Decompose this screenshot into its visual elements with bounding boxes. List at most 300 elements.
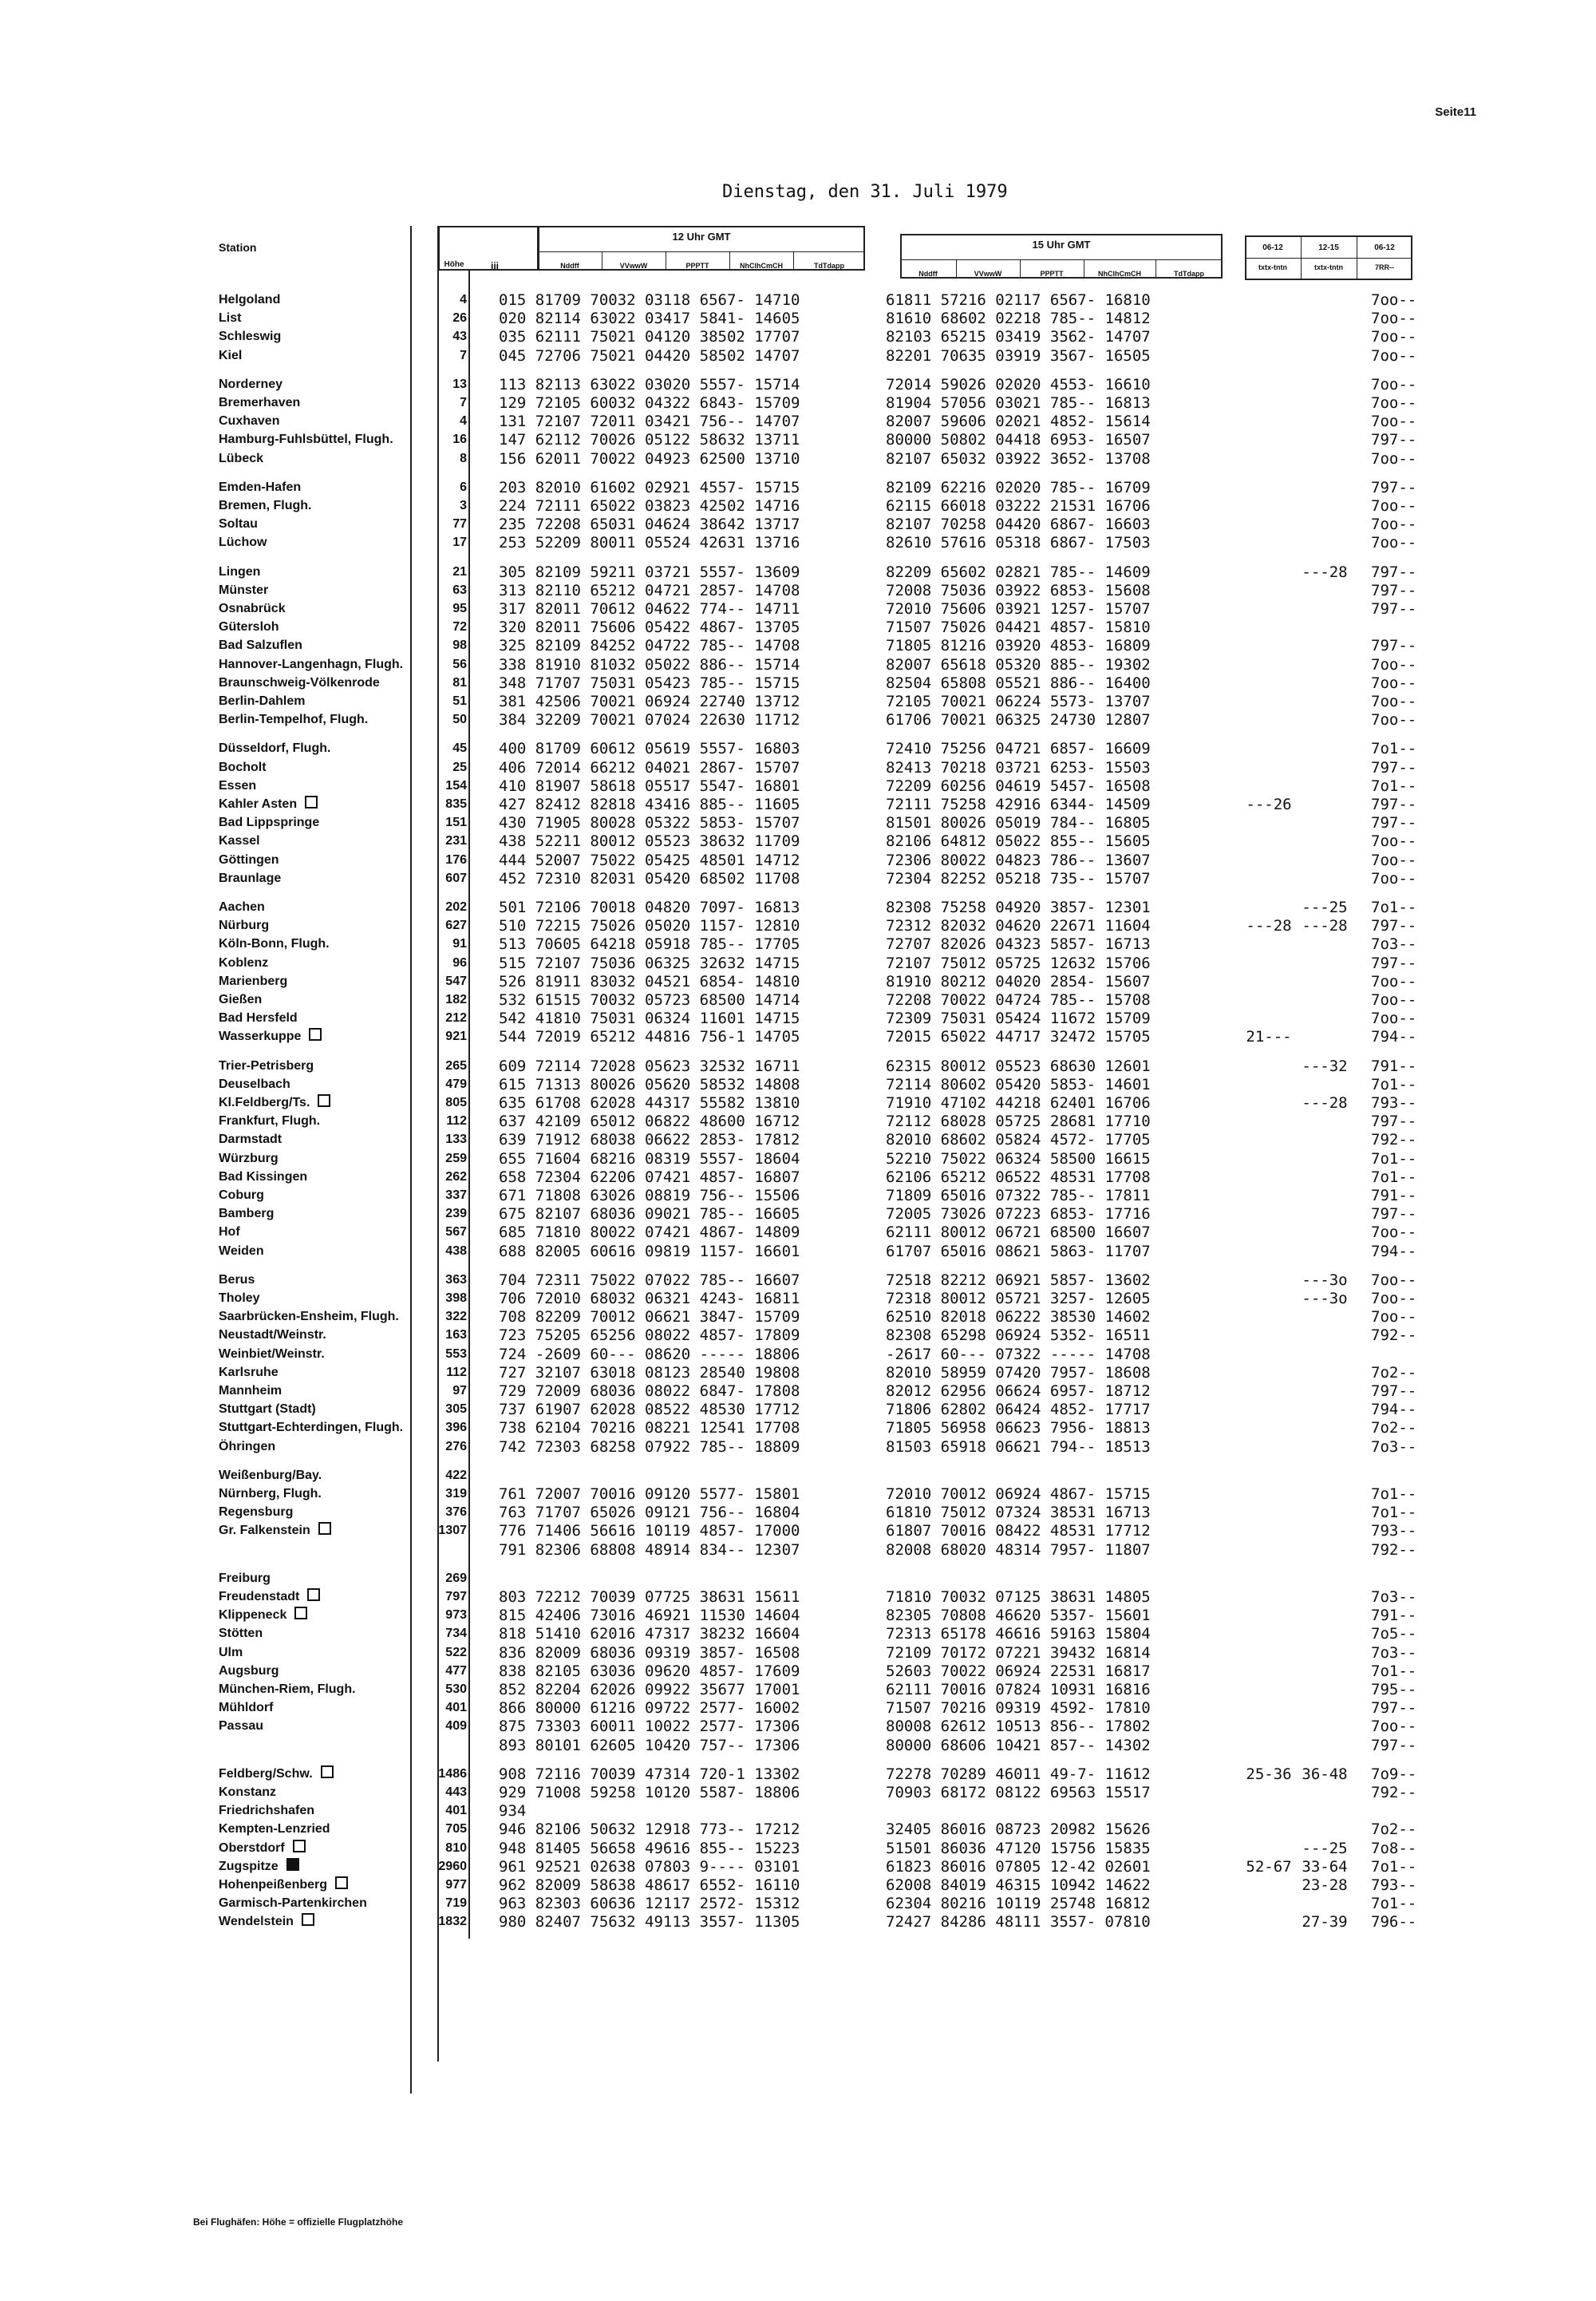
obs-12-utc: 637 42109 65012 06822 48600 16712 xyxy=(499,1113,800,1131)
station-height: 398 xyxy=(445,1291,467,1305)
station-name: Berlin-Tempelhof, Flugh. xyxy=(219,713,369,727)
obs-12-utc: 438 52211 80012 05523 38632 11709 xyxy=(499,832,800,851)
obs-15-utc: 72209 60256 04619 5457- 16508 xyxy=(886,777,1151,795)
obs-12-utc: 452 72310 82031 05420 68502 11708 xyxy=(499,869,800,888)
station-name: Freudenstadt xyxy=(219,1587,320,1607)
extra-header-top-2: 06-12 xyxy=(1374,243,1395,252)
table-row xyxy=(0,1437,1417,1457)
precip-06-12: 7o1-- xyxy=(1371,740,1417,758)
table-row xyxy=(0,1075,1417,1094)
table-row xyxy=(0,1027,1417,1046)
station-height: 212 xyxy=(445,1011,467,1026)
group-12-label: 12 Uhr GMT xyxy=(672,231,731,243)
obs-12-utc: 688 82005 60616 09819 1157- 16601 xyxy=(499,1242,800,1260)
station-name: Weiden xyxy=(219,1243,264,1258)
station-height: 376 xyxy=(445,1505,467,1520)
col15-header-1: VVwwW xyxy=(974,270,1002,278)
station-height: 401 xyxy=(445,1804,467,1818)
obs-12-utc: 803 72212 70039 07725 38631 15611 xyxy=(499,1588,800,1606)
obs-12-utc: 235 72208 65031 04624 38642 13717 xyxy=(499,516,800,534)
table-row xyxy=(0,739,1417,758)
precip-06-12: 7o1-- xyxy=(1371,1662,1417,1680)
obs-12-utc: 908 72116 70039 47314 720-1 13302 xyxy=(499,1765,800,1783)
precip-06-12: 797-- xyxy=(1371,1113,1417,1131)
precip-06-12: 7oo-- xyxy=(1371,328,1417,346)
page-number: Seite11 xyxy=(1435,105,1476,119)
obs-12-utc: 962 82009 58638 48617 6552- 16110 xyxy=(499,1876,800,1894)
obs-12-utc: 675 82107 68036 09021 785-- 16605 xyxy=(499,1205,800,1224)
obs-15-utc: 82109 62216 02020 785-- 16709 xyxy=(886,478,1151,496)
station-height: 182 xyxy=(445,993,467,1006)
obs-12-utc: 852 82204 62026 09922 35677 17001 xyxy=(499,1681,800,1698)
station-height: 553 xyxy=(445,1346,467,1361)
table-row xyxy=(0,563,1417,582)
obs-12-utc: 410 81907 58618 05517 5547- 16801 xyxy=(499,777,800,795)
station-name: List xyxy=(219,311,242,326)
station-height: 51 xyxy=(452,694,467,708)
obs-15-utc: 82008 68020 48314 7957- 11807 xyxy=(886,1540,1151,1559)
precip-06-12: 7oo-- xyxy=(1371,1290,1417,1307)
station-height: 443 xyxy=(445,1785,467,1799)
table-row xyxy=(0,1912,1417,1931)
precip-06-12: 7o1-- xyxy=(1371,1149,1417,1168)
station-name: Hohenpeißenberg xyxy=(219,1876,348,1895)
obs-12-utc: 317 82011 70612 04622 774-- 14711 xyxy=(499,600,800,618)
precip-06-12: 797-- xyxy=(1371,758,1417,777)
precip-06-12: 791-- xyxy=(1371,1187,1417,1204)
station-height: 835 xyxy=(445,797,467,811)
obs-15-utc: 61823 86016 07805 12-42 02601 xyxy=(886,1857,1151,1876)
station-name: Nürburg xyxy=(219,919,270,933)
obs-12-utc: 542 41810 75031 06324 11601 14715 xyxy=(499,1010,800,1028)
extreme-12-15: 27-39 xyxy=(1302,1913,1348,1931)
precip-06-12: 7oo-- xyxy=(1371,394,1417,412)
extra-header-bottom-2: 7RR-- xyxy=(1375,263,1394,271)
obs-15-utc: -2617 60--- 07322 ----- 14708 xyxy=(886,1345,1151,1363)
extra-header-bottom-0: txtx-tntn xyxy=(1258,263,1287,271)
obs-15-utc: 80008 62612 10513 856-- 17802 xyxy=(886,1718,1151,1736)
table-row xyxy=(0,1168,1417,1187)
station-height: 7 xyxy=(460,348,467,362)
station-height: 734 xyxy=(445,1627,467,1641)
obs-12-utc: 513 70605 64218 05918 785-- 17705 xyxy=(499,935,800,954)
station-height: 805 xyxy=(445,1096,467,1109)
station-height: 97 xyxy=(452,1384,467,1398)
obs-12-utc: 791 82306 68808 48914 834-- 12307 xyxy=(499,1540,800,1559)
precip-06-12: 7oo-- xyxy=(1371,1718,1417,1736)
obs-12-utc: 934 xyxy=(499,1802,527,1821)
station-name: Köln-Bonn, Flugh. xyxy=(219,937,330,951)
station-name: Coburg xyxy=(219,1188,264,1202)
table-row xyxy=(0,972,1417,991)
precip-06-12: 7oo-- xyxy=(1371,413,1417,431)
obs-15-utc: 72005 73026 07223 6853- 17716 xyxy=(886,1205,1151,1224)
station-height: 96 xyxy=(452,955,467,970)
obs-15-utc: 82201 70635 03919 3567- 16505 xyxy=(886,346,1151,365)
station-name: Hof xyxy=(219,1225,240,1239)
extreme-12-15: 33-64 xyxy=(1302,1857,1348,1876)
precip-06-12: 7oo-- xyxy=(1371,991,1417,1009)
filled-square-icon xyxy=(286,1858,299,1871)
obs-12-utc: 948 81405 56658 49616 855-- 15223 xyxy=(499,1839,800,1857)
table-row xyxy=(0,710,1417,729)
station-height: 1486 xyxy=(438,1766,467,1781)
table-row xyxy=(0,1130,1417,1149)
precip-06-12: 791-- xyxy=(1371,1607,1417,1625)
station-name: Gr. Falkenstein xyxy=(219,1521,331,1540)
precip-06-12: 7o1-- xyxy=(1371,777,1417,795)
obs-12-utc: 510 72215 75026 05020 1157- 12810 xyxy=(499,917,800,935)
precip-06-12: 797-- xyxy=(1371,600,1417,618)
station-height: 259 xyxy=(445,1151,467,1165)
obs-12-utc: 544 72019 65212 44816 756-1 14705 xyxy=(499,1028,800,1046)
col15-header-4: TdTdapp xyxy=(1174,270,1204,278)
station-height: 81 xyxy=(452,675,467,690)
obs-15-utc: 82007 65618 05320 885-- 19302 xyxy=(886,655,1151,674)
station-name: Wasserkuppe xyxy=(219,1027,322,1046)
station-name: Braunschweig-Völkenrode xyxy=(219,675,380,690)
station-height: 810 xyxy=(445,1840,467,1855)
table-row xyxy=(0,869,1417,888)
station-name: Lüchow xyxy=(219,536,267,550)
precip-06-12: 7o9-- xyxy=(1371,1765,1417,1783)
obs-15-utc: 72015 65022 44717 32472 15705 xyxy=(886,1028,1151,1046)
obs-12-utc: 875 73303 60011 10022 2577- 17306 xyxy=(499,1718,800,1736)
station-height: 50 xyxy=(452,713,467,727)
table-row xyxy=(0,1204,1417,1224)
obs-12-utc: 742 72303 68258 07922 785-- 18809 xyxy=(499,1437,800,1456)
obs-12-utc: 961 92521 02638 07803 9---- 03101 xyxy=(499,1857,800,1876)
table-row xyxy=(0,1326,1417,1345)
precip-06-12: 7o2-- xyxy=(1371,1363,1417,1382)
station-name: Gütersloh xyxy=(219,620,279,635)
station-name: Aachen xyxy=(219,900,265,914)
table-row xyxy=(0,1820,1417,1839)
obs-15-utc: 82504 65808 05521 886-- 16400 xyxy=(886,674,1151,692)
obs-12-utc: 147 62112 70026 05122 58632 13711 xyxy=(499,431,800,449)
precip-06-12: 7oo-- xyxy=(1371,1010,1417,1028)
station-height: 6 xyxy=(460,480,467,494)
station-name: Kl.Feldberg/Ts. xyxy=(219,1093,330,1113)
extreme-12-15: ---25 xyxy=(1302,899,1348,916)
station-name: Kahler Asten xyxy=(219,795,318,814)
precip-06-12: 797-- xyxy=(1371,954,1417,972)
obs-15-utc: 82007 59606 02021 4852- 15614 xyxy=(886,413,1151,431)
obs-12-utc: 384 32209 70021 07024 22630 11712 xyxy=(499,711,800,729)
obs-15-utc: 80000 50802 04418 6953- 16507 xyxy=(886,431,1151,449)
table-row xyxy=(0,309,1417,328)
precip-06-12: 7o1-- xyxy=(1371,1895,1417,1913)
station-height: 627 xyxy=(445,919,467,933)
station-height: 719 xyxy=(445,1896,467,1911)
station-height: 705 xyxy=(445,1822,467,1836)
precip-06-12: 797-- xyxy=(1371,1699,1417,1718)
precip-06-12: 7oo-- xyxy=(1371,851,1417,869)
table-row xyxy=(0,1587,1417,1607)
station-height: 91 xyxy=(452,937,467,951)
obs-12-utc: 406 72014 66212 04021 2867- 15707 xyxy=(499,758,800,777)
table-row xyxy=(0,898,1417,917)
table-row xyxy=(0,1521,1417,1540)
station-height: 363 xyxy=(445,1272,467,1287)
obs-12-utc: 838 82105 63036 09620 4857- 17609 xyxy=(499,1662,800,1680)
station-name: Garmisch-Partenkirchen xyxy=(219,1896,367,1911)
station-height: 319 xyxy=(445,1487,467,1500)
table-row xyxy=(0,1839,1417,1858)
station-height: 477 xyxy=(445,1663,467,1678)
extreme-12-15: ---3o xyxy=(1302,1271,1348,1289)
table-row xyxy=(0,430,1417,449)
table-row xyxy=(0,636,1417,655)
station-name: Tholey xyxy=(219,1291,260,1305)
obs-15-utc: 72208 70022 04724 785-- 15708 xyxy=(886,991,1151,1009)
obs-12-utc: 532 61515 70032 05723 68500 14714 xyxy=(499,991,800,1009)
table-row xyxy=(0,1223,1417,1242)
table-row xyxy=(0,813,1417,832)
obs-15-utc: 72107 75012 05725 12632 15706 xyxy=(886,954,1151,972)
obs-12-utc: 818 51410 62016 47317 38232 16604 xyxy=(499,1625,800,1643)
precip-06-12: 793-- xyxy=(1371,1094,1417,1112)
station-height: 26 xyxy=(452,311,467,326)
obs-15-utc: 81610 68602 02218 785-- 14812 xyxy=(886,310,1151,328)
precip-06-12: 7o8-- xyxy=(1371,1839,1417,1857)
precip-06-12: 7oo-- xyxy=(1371,497,1417,515)
station-name: Berlin-Dahlem xyxy=(219,694,306,708)
precip-06-12: 7oo-- xyxy=(1371,869,1417,888)
precip-06-12: 7o1-- xyxy=(1371,1504,1417,1522)
table-row xyxy=(0,851,1417,870)
station-name: Gießen xyxy=(219,993,263,1006)
extra-header-top-0: 06-12 xyxy=(1262,243,1283,252)
obs-12-utc: 723 75205 65256 08022 4857- 17809 xyxy=(499,1326,800,1345)
station-height: 1832 xyxy=(438,1915,467,1929)
table-row xyxy=(0,412,1417,431)
precip-06-12: 7oo-- xyxy=(1371,693,1417,710)
station-name: Norderney xyxy=(219,377,283,391)
obs-12-utc: 325 82109 84252 04722 785-- 14708 xyxy=(499,637,800,655)
obs-15-utc: 62111 70016 07824 10931 16816 xyxy=(886,1681,1151,1698)
station-name: Hamburg-Fuhlsbüttel, Flugh. xyxy=(219,433,393,447)
group-15-label: 15 Uhr GMT xyxy=(1032,239,1091,251)
table-row xyxy=(0,1149,1417,1168)
station-height: 547 xyxy=(445,974,467,988)
table-row xyxy=(0,1382,1417,1401)
obs-15-utc: 82308 65298 06924 5352- 16511 xyxy=(886,1326,1151,1345)
station-height: 176 xyxy=(445,852,467,867)
obs-12-utc: 609 72114 72028 05623 32532 16711 xyxy=(499,1057,800,1075)
obs-15-utc: 62111 80012 06721 68500 16607 xyxy=(886,1224,1151,1242)
station-height: 112 xyxy=(446,1365,467,1379)
table-row xyxy=(0,1307,1417,1326)
table-row xyxy=(0,393,1417,413)
station-height: 4 xyxy=(460,414,467,429)
precip-06-12: 793-- xyxy=(1371,1522,1417,1540)
obs-15-utc: 62106 65212 06522 48531 17708 xyxy=(886,1168,1151,1186)
station-name: Darmstadt xyxy=(219,1133,282,1147)
obs-12-utc: 305 82109 59211 03721 5557- 13609 xyxy=(499,563,800,581)
precip-06-12: 797-- xyxy=(1371,478,1417,496)
obs-15-utc: 72427 84286 48111 3557- 07810 xyxy=(886,1913,1151,1931)
station-height: 396 xyxy=(445,1421,467,1435)
table-row xyxy=(0,1643,1417,1662)
extreme-12-15: ---3o xyxy=(1302,1290,1348,1307)
precip-06-12: 7oo-- xyxy=(1371,972,1417,990)
station-name: München-Riem, Flugh. xyxy=(219,1682,356,1696)
precip-06-12: 792-- xyxy=(1371,1131,1417,1149)
precip-06-12: 7o3-- xyxy=(1371,1437,1417,1456)
station-height: 154 xyxy=(445,778,467,793)
open-square-icon xyxy=(335,1876,348,1889)
table-row xyxy=(0,1400,1417,1419)
station-height: 17 xyxy=(452,536,467,550)
obs-15-utc: 72309 75031 05424 11672 15709 xyxy=(886,1010,1151,1028)
open-square-icon xyxy=(293,1840,306,1852)
extreme-06-12: ---26 xyxy=(1246,796,1292,813)
table-row xyxy=(0,1057,1417,1076)
table-row xyxy=(0,599,1417,619)
obs-15-utc: 71507 70216 09319 4592- 17810 xyxy=(886,1699,1151,1718)
station-name: Wendelstein xyxy=(219,1912,314,1931)
station-height: 409 xyxy=(445,1719,467,1734)
station-height: 3 xyxy=(460,499,467,512)
station-name: Augsburg xyxy=(219,1663,279,1678)
obs-15-utc: 81501 80026 05019 784-- 16805 xyxy=(886,814,1151,832)
station-name: Passau xyxy=(219,1719,264,1734)
col15-header-2: PPPTT xyxy=(1040,270,1064,278)
station-name: Ulm xyxy=(219,1645,243,1659)
obs-12-utc: 348 71707 75031 05423 785-- 15715 xyxy=(499,674,800,692)
table-row xyxy=(0,692,1417,711)
station-header: Station xyxy=(219,241,257,254)
precip-06-12: 794-- xyxy=(1371,1028,1417,1046)
obs-15-utc: 72111 75258 42916 6344- 14509 xyxy=(886,796,1151,813)
obs-12-utc: 738 62104 70216 08221 12541 17708 xyxy=(499,1419,800,1437)
station-height: 422 xyxy=(445,1468,467,1482)
obs-12-utc: 015 81709 70032 03118 6567- 14710 xyxy=(499,291,800,309)
footnote: Bei Flughäfen: Höhe = offizielle Flugplatzhöhe xyxy=(193,2216,404,2228)
station-name: Lübeck xyxy=(219,451,264,465)
precip-06-12: 7o3-- xyxy=(1371,1643,1417,1662)
obs-15-utc: 72313 65178 46616 59163 15804 xyxy=(886,1625,1151,1643)
station-height: 77 xyxy=(452,517,467,532)
obs-12-utc: 704 72311 75022 07022 785-- 16607 xyxy=(499,1271,800,1289)
extreme-12-15: ---32 xyxy=(1302,1057,1348,1075)
station-height: 16 xyxy=(452,433,467,447)
station-name: Feldberg/Schw. xyxy=(219,1765,334,1784)
obs-12-utc: 893 80101 62605 10420 757-- 17306 xyxy=(499,1736,800,1754)
station-height: 95 xyxy=(452,602,467,615)
obs-15-utc: 71806 62802 06424 4852- 17717 xyxy=(886,1401,1151,1419)
precip-06-12: 797-- xyxy=(1371,431,1417,449)
table-row xyxy=(0,1876,1417,1895)
col12-header-3: NhClhCmCH xyxy=(740,262,783,270)
obs-12-utc: 338 81910 81032 05022 886-- 15714 xyxy=(499,655,800,674)
obs-15-utc: 81904 57056 03021 785-- 16813 xyxy=(886,394,1151,412)
page-title: Dienstag, den 31. Juli 1979 xyxy=(722,182,1008,202)
obs-15-utc: 72318 80012 05721 3257- 12605 xyxy=(886,1290,1151,1307)
extreme-12-15: 23-28 xyxy=(1302,1876,1348,1894)
precip-06-12: 797-- xyxy=(1371,814,1417,832)
extreme-06-12: 52-67 xyxy=(1246,1857,1292,1876)
precip-06-12: 794-- xyxy=(1371,1401,1417,1419)
precip-06-12: 7o1-- xyxy=(1371,1075,1417,1093)
precip-06-12: 7oo-- xyxy=(1371,655,1417,674)
obs-12-utc: 400 81709 60612 05619 5557- 16803 xyxy=(499,740,800,758)
station-height: 112 xyxy=(446,1114,467,1129)
station-name: Braunlage xyxy=(219,871,282,885)
table-row xyxy=(0,581,1417,600)
table-row xyxy=(0,1345,1412,1364)
obs-12-utc: 203 82010 61602 02921 4557- 15715 xyxy=(499,478,800,496)
obs-12-utc: 685 71810 80022 07421 4867- 14809 xyxy=(499,1224,800,1242)
obs-15-utc: 72008 75036 03922 6853- 15608 xyxy=(886,581,1151,599)
station-name: Regensburg xyxy=(219,1505,294,1520)
obs-12-utc: 020 82114 63022 03417 5841- 14605 xyxy=(499,310,800,328)
obs-15-utc: 70903 68172 08122 69563 15517 xyxy=(886,1784,1151,1801)
obs-15-utc: 72410 75256 04721 6857- 16609 xyxy=(886,740,1151,758)
obs-12-utc: 381 42506 70021 06924 22740 13712 xyxy=(499,693,800,710)
precip-06-12: 7o1-- xyxy=(1371,899,1417,916)
table-row xyxy=(0,1662,1417,1681)
obs-12-utc: 501 72106 70018 04820 7097- 16813 xyxy=(499,899,800,916)
open-square-icon xyxy=(294,1607,307,1619)
obs-12-utc: 045 72706 75021 04420 58502 14707 xyxy=(499,346,800,365)
obs-15-utc: 72518 82212 06921 5857- 13602 xyxy=(886,1271,1151,1289)
iii-header: iii xyxy=(490,260,499,271)
station-height: 151 xyxy=(445,816,467,830)
table-row xyxy=(0,618,1412,637)
precip-06-12: 7oo-- xyxy=(1371,310,1417,328)
station-name: Karlsruhe xyxy=(219,1365,279,1379)
precip-06-12: 7oo-- xyxy=(1371,711,1417,729)
obs-15-utc: 32405 86016 08723 20982 15626 xyxy=(886,1821,1151,1839)
station-name: Düsseldorf, Flugh. xyxy=(219,741,331,756)
precip-06-12: 796-- xyxy=(1371,1913,1417,1931)
obs-15-utc: 72109 70172 07221 39432 16814 xyxy=(886,1643,1151,1662)
station-name: Mühldorf xyxy=(219,1701,274,1715)
precip-06-12: 791-- xyxy=(1371,1057,1417,1075)
obs-12-utc: 639 71912 68038 06622 2853- 17812 xyxy=(499,1131,800,1149)
station-height: 438 xyxy=(445,1243,467,1258)
table-row xyxy=(0,1680,1417,1699)
obs-12-utc: 671 71808 63026 08819 756-- 15506 xyxy=(499,1187,800,1204)
obs-15-utc: 72306 80022 04823 786-- 13607 xyxy=(886,851,1151,869)
station-height: 133 xyxy=(445,1133,467,1147)
obs-15-utc: 61811 57216 02117 6567- 16810 xyxy=(886,291,1151,309)
station-name: Friedrichshafen xyxy=(219,1804,315,1818)
table-row xyxy=(0,954,1417,973)
obs-15-utc: 72707 82026 04323 5857- 16713 xyxy=(886,935,1151,954)
station-name: Göttingen xyxy=(219,852,279,867)
table-row xyxy=(0,1242,1417,1261)
table-row xyxy=(0,1857,1417,1876)
obs-15-utc: 80000 68606 10421 857-- 14302 xyxy=(886,1736,1151,1754)
obs-15-utc: 72014 59026 02020 4553- 16610 xyxy=(886,375,1151,393)
table-row xyxy=(0,1765,1417,1784)
hoehe-header: Höhe xyxy=(444,260,464,269)
obs-12-utc: 035 62111 75021 04120 38502 17707 xyxy=(499,328,800,346)
obs-12-utc: 815 42406 73016 46921 11530 14604 xyxy=(499,1607,800,1625)
station-name: Bocholt xyxy=(219,760,267,774)
table-row xyxy=(0,1894,1417,1913)
obs-12-utc: 224 72111 65022 03823 42502 14716 xyxy=(499,497,800,515)
precip-06-12: 797-- xyxy=(1371,1205,1417,1224)
station-height: 479 xyxy=(445,1077,467,1091)
obs-15-utc: 62008 84019 46315 10942 14622 xyxy=(886,1876,1151,1894)
station-name: Essen xyxy=(219,778,257,793)
station-height: 43 xyxy=(452,330,467,344)
extreme-12-15: ---28 xyxy=(1302,917,1348,935)
